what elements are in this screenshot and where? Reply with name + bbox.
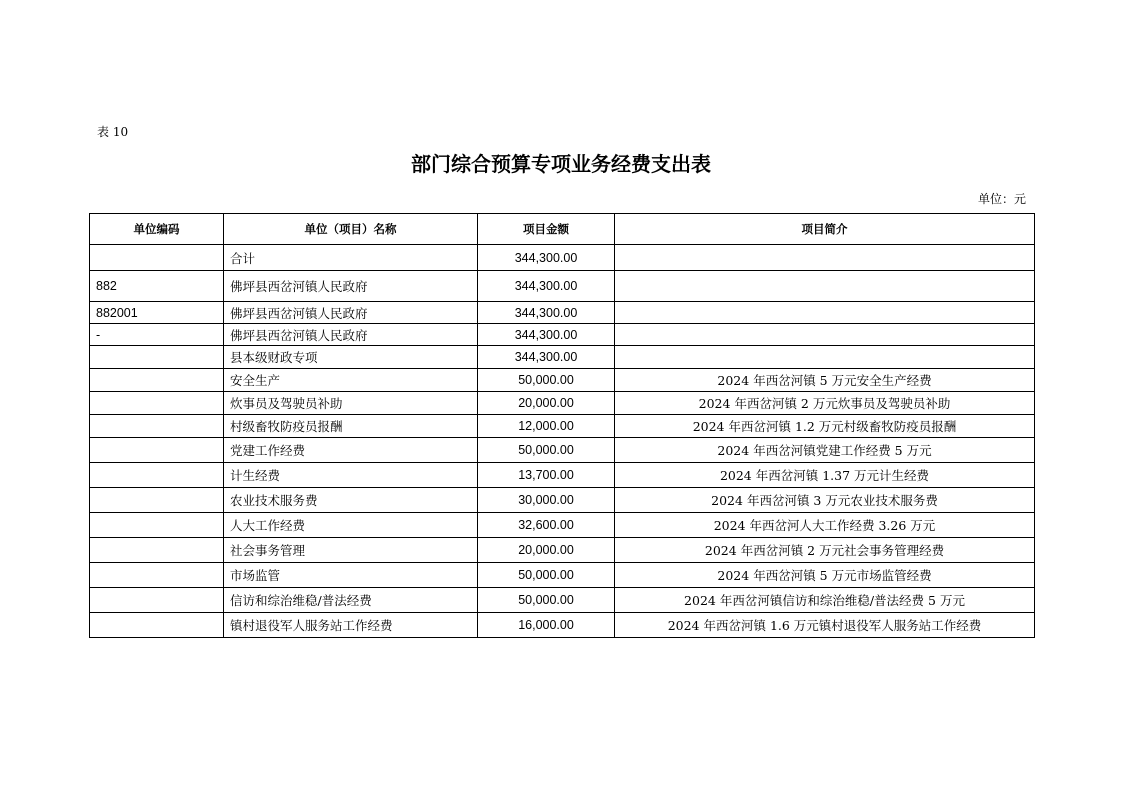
cell-name: 佛坪县西岔河镇人民政府 bbox=[224, 302, 478, 324]
table-row-dept bbox=[90, 271, 1035, 302]
cell-name: 镇村退役军人服务站工作经费 bbox=[224, 613, 478, 638]
cell-amount: 13,700.00 bbox=[478, 463, 615, 488]
cell-desc: 2024 年西岔河镇 5 万元安全生产经费 bbox=[615, 369, 1035, 392]
cell-amount: 20,000.00 bbox=[478, 538, 615, 563]
table-row bbox=[90, 392, 1035, 415]
cell-name: 村级畜牧防疫员报酬 bbox=[224, 415, 478, 438]
cell-code bbox=[90, 392, 224, 415]
table-row bbox=[90, 513, 1035, 538]
cell-amount: 32,600.00 bbox=[478, 513, 615, 538]
table-row bbox=[90, 538, 1035, 563]
cell-name: 党建工作经费 bbox=[224, 438, 478, 463]
cell-amount: 344,300.00 bbox=[478, 302, 615, 324]
table-row-project-group bbox=[90, 346, 1035, 369]
cell-name: 合计 bbox=[224, 245, 478, 271]
cell-name: 信访和综治维稳/普法经费 bbox=[224, 588, 478, 613]
cell-amount: 344,300.00 bbox=[478, 324, 615, 346]
cell-code bbox=[90, 415, 224, 438]
header-code: 单位编码 bbox=[90, 214, 224, 245]
cell-amount: 344,300.00 bbox=[478, 245, 615, 271]
cell-code bbox=[90, 613, 224, 638]
cell-desc bbox=[615, 346, 1035, 369]
cell-amount: 12,000.00 bbox=[478, 415, 615, 438]
cell-name: 市场监管 bbox=[224, 563, 478, 588]
table-row bbox=[90, 613, 1035, 638]
cell-amount: 50,000.00 bbox=[478, 563, 615, 588]
cell-amount: 20,000.00 bbox=[478, 392, 615, 415]
cell-desc bbox=[615, 302, 1035, 324]
table-row bbox=[90, 415, 1035, 438]
cell-code: - bbox=[90, 324, 224, 346]
cell-desc: 2024 年西岔河镇 2 万元炊事员及驾驶员补助 bbox=[615, 392, 1035, 415]
cell-name: 安全生产 bbox=[224, 369, 478, 392]
table-row bbox=[90, 369, 1035, 392]
cell-amount: 344,300.00 bbox=[478, 346, 615, 369]
cell-amount: 50,000.00 bbox=[478, 369, 615, 392]
cell-desc bbox=[615, 245, 1035, 271]
table-row-unit bbox=[90, 302, 1035, 324]
cell-code: 882001 bbox=[90, 302, 224, 324]
table-row bbox=[90, 588, 1035, 613]
cell-amount: 30,000.00 bbox=[478, 488, 615, 513]
cell-name: 佛坪县西岔河镇人民政府 bbox=[224, 271, 478, 302]
cell-name: 县本级财政专项 bbox=[224, 346, 478, 369]
cell-code: 882 bbox=[90, 271, 224, 302]
cell-code bbox=[90, 563, 224, 588]
cell-desc: 2024 年西岔河镇 1.37 万元计生经费 bbox=[615, 463, 1035, 488]
cell-desc: 2024 年西岔河镇 1.2 万元村级畜牧防疫员报酬 bbox=[615, 415, 1035, 438]
cell-desc: 2024 年西岔河人大工作经费 3.26 万元 bbox=[615, 513, 1035, 538]
cell-desc: 2024 年西岔河镇信访和综治维稳/普法经费 5 万元 bbox=[615, 588, 1035, 613]
cell-desc bbox=[615, 324, 1035, 346]
cell-amount: 344,300.00 bbox=[478, 271, 615, 302]
table-row-total bbox=[90, 245, 1035, 271]
cell-code bbox=[90, 588, 224, 613]
header-amount: 项目金额 bbox=[478, 214, 615, 245]
cell-amount: 50,000.00 bbox=[478, 588, 615, 613]
cell-code bbox=[90, 369, 224, 392]
cell-amount: 16,000.00 bbox=[478, 613, 615, 638]
cell-desc: 2024 年西岔河镇 5 万元市场监管经费 bbox=[615, 563, 1035, 588]
header-desc: 项目简介 bbox=[615, 214, 1035, 245]
cell-code bbox=[90, 488, 224, 513]
cell-code bbox=[90, 463, 224, 488]
cell-code bbox=[90, 513, 224, 538]
cell-name: 农业技术服务费 bbox=[224, 488, 478, 513]
table-row-subunit bbox=[90, 324, 1035, 346]
cell-desc: 2024 年西岔河镇 1.6 万元镇村退役军人服务站工作经费 bbox=[615, 613, 1035, 638]
cell-name: 人大工作经费 bbox=[224, 513, 478, 538]
cell-code bbox=[90, 538, 224, 563]
table-header-row bbox=[90, 214, 1035, 245]
budget-table bbox=[89, 213, 1035, 638]
page-title: 部门综合预算专项业务经费支出表 bbox=[411, 152, 711, 176]
unit-label: 单位：元 bbox=[977, 192, 1026, 206]
cell-name: 佛坪县西岔河镇人民政府 bbox=[224, 324, 478, 346]
cell-desc: 2024 年西岔河镇党建工作经费 5 万元 bbox=[615, 438, 1035, 463]
table-row bbox=[90, 438, 1035, 463]
cell-desc: 2024 年西岔河镇 2 万元社会事务管理经费 bbox=[615, 538, 1035, 563]
cell-name: 社会事务管理 bbox=[224, 538, 478, 563]
cell-amount: 50,000.00 bbox=[478, 438, 615, 463]
cell-code bbox=[90, 438, 224, 463]
cell-desc: 2024 年西岔河镇 3 万元农业技术服务费 bbox=[615, 488, 1035, 513]
table-row bbox=[90, 488, 1035, 513]
cell-desc bbox=[615, 271, 1035, 302]
cell-code bbox=[90, 245, 224, 271]
header-name: 单位（项目）名称 bbox=[224, 214, 478, 245]
cell-name: 炊事员及驾驶员补助 bbox=[224, 392, 478, 415]
cell-name: 计生经费 bbox=[224, 463, 478, 488]
table-row bbox=[90, 463, 1035, 488]
table-row bbox=[90, 563, 1035, 588]
table-number: 表 10 bbox=[97, 125, 129, 139]
cell-code bbox=[90, 346, 224, 369]
